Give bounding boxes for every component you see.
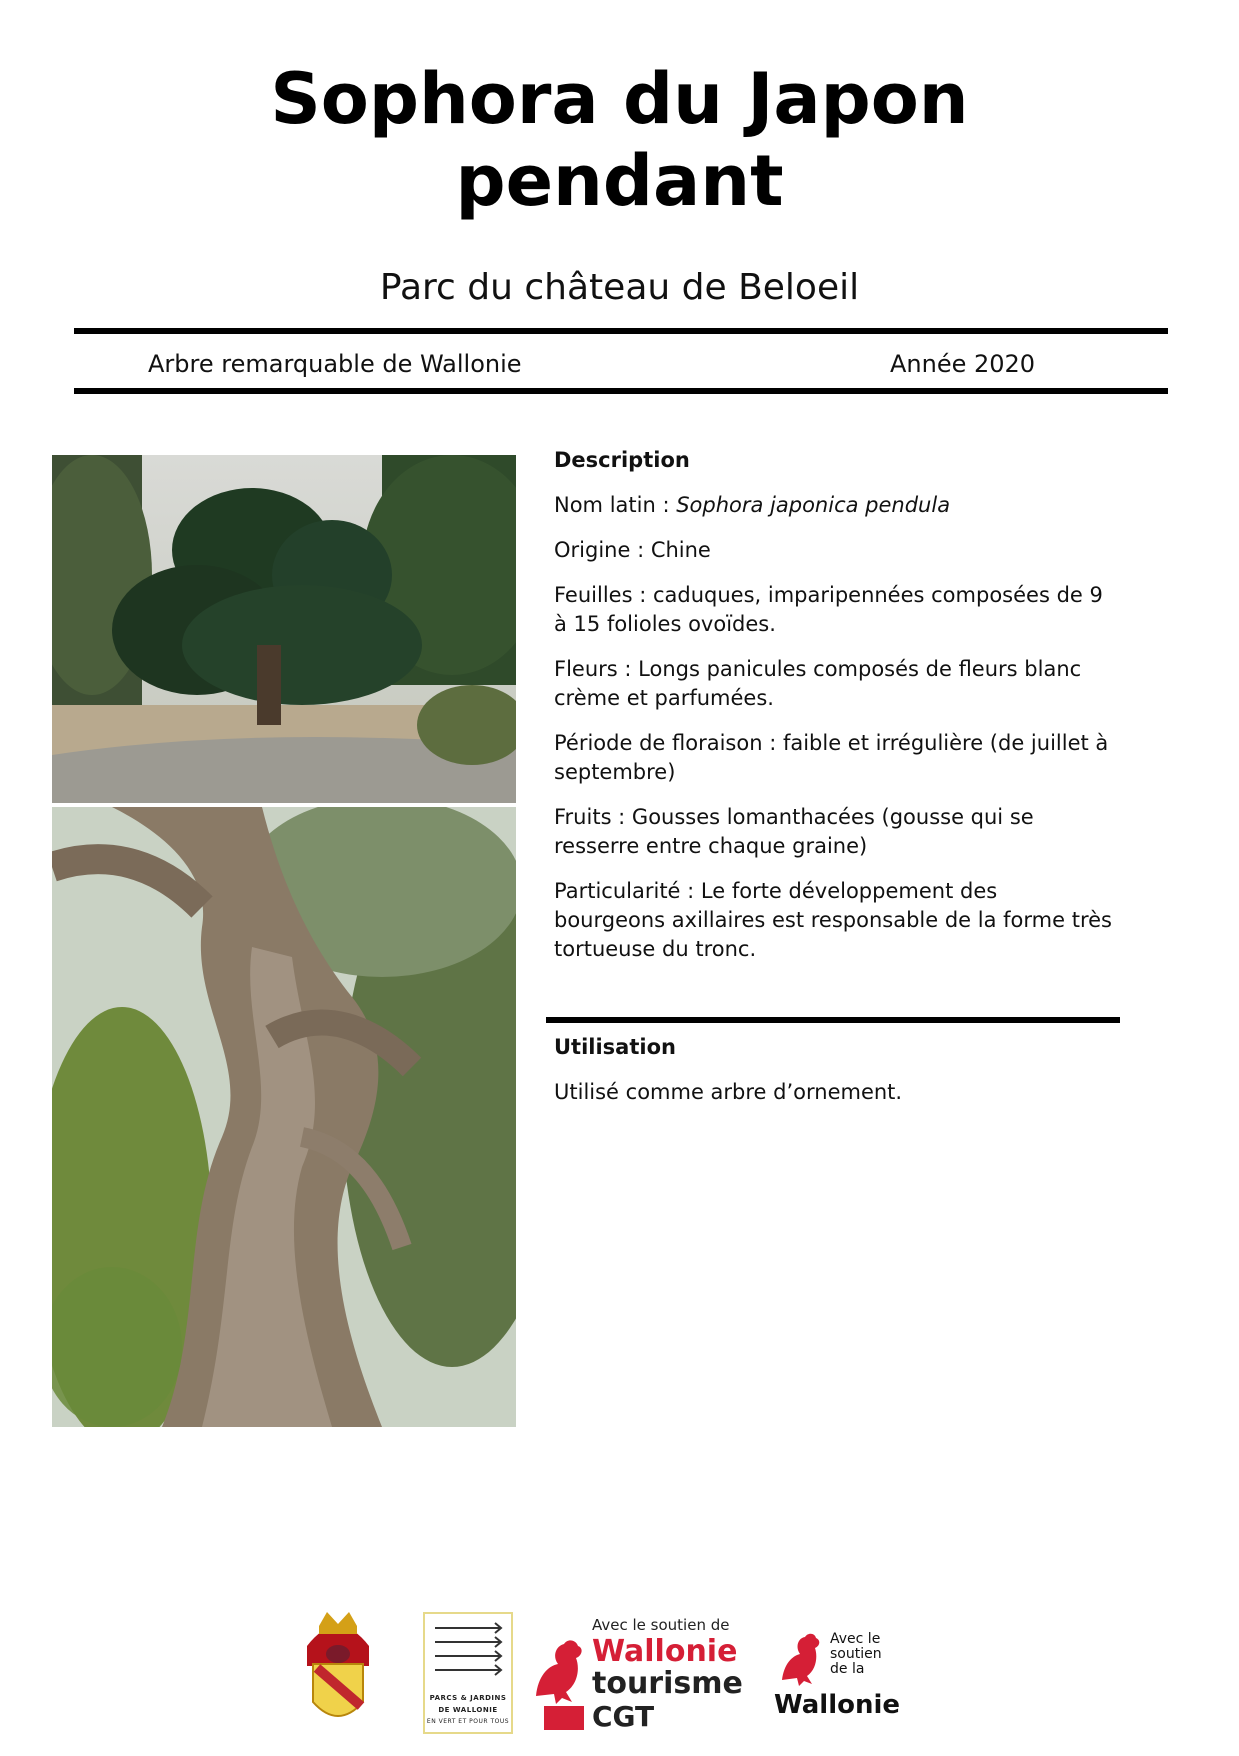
trunk-photo-image (52, 807, 516, 1427)
usage-text: Utilisé comme arbre d’ornement. (554, 1080, 903, 1104)
usage-section (554, 1033, 1114, 1123)
trunk-photo (52, 807, 516, 1427)
description-heading: Description (554, 448, 690, 472)
wallonie-tourisme-cgt-logo (528, 1616, 743, 1736)
wal-line-4: Wallonie (774, 1690, 901, 1720)
parcs-line-3: EN VERT ET POUR TOUS (426, 1718, 510, 1725)
description-section (554, 446, 1114, 980)
wal-line-2: soutien (830, 1646, 882, 1662)
flowering-period: Période de floraison : faible et irrégulière (de juillet à septembre) (554, 731, 1109, 784)
latin-name-value: Sophora japonica pendula (676, 493, 951, 517)
cgt-line-3: tourisme (592, 1666, 743, 1701)
latin-name (554, 491, 1114, 520)
title-line-2: pendant (455, 140, 784, 222)
crest-icon (297, 1606, 379, 1736)
header-rule-bottom (74, 388, 1168, 394)
page-title (0, 58, 1239, 222)
footer-logos (0, 1606, 1239, 1756)
arrows-icon (425, 1618, 511, 1688)
title-line-1: Sophora du Japon (270, 58, 969, 140)
wallonie-support-logo (770, 1630, 910, 1740)
parcs-jardins-logo (423, 1612, 513, 1734)
header-rule-top (74, 328, 1168, 334)
flowers: Fleurs : Longs panicules composés de fleurs blanc crème et parfumées. (554, 657, 1082, 710)
cgt-line-2: Wallonie (592, 1634, 738, 1669)
leaves: Feuilles : caduques, imparipennées composées de 9 à 15 folioles ovoïdes. (554, 583, 1103, 636)
beloeil-crest-logo (297, 1606, 379, 1736)
rooster-icon (776, 1630, 826, 1686)
fruits: Fruits : Gousses lomanthacées (gousse qui se resserre entre chaque graine) (554, 805, 1034, 858)
cgt-line-1: Avec le soutien de (592, 1616, 730, 1634)
latin-name-label: Nom latin : (554, 493, 677, 517)
rooster-icon (528, 1636, 588, 1706)
header-label-left: Arbre remarquable de Wallonie (148, 350, 522, 378)
section-divider (546, 1017, 1120, 1023)
page-subtitle: Parc du château de Beloeil (379, 267, 860, 308)
tree-photo (52, 455, 516, 803)
parcs-line-1: PARCS & JARDINS (429, 1694, 507, 1702)
header-label-right: Année 2020 (890, 350, 1036, 378)
parcs-line-2: DE WALLONIE (438, 1706, 498, 1714)
cgt-wave-mark (544, 1706, 584, 1730)
tree-photo-image (52, 455, 516, 803)
usage-heading: Utilisation (554, 1035, 676, 1059)
wal-line-3: de la (830, 1661, 865, 1677)
origin: Origine : Chine (554, 538, 711, 562)
wal-line-1: Avec le (830, 1631, 881, 1647)
cgt-line-4: CGT (592, 1700, 655, 1733)
particularity: Particularité : Le forte développement des bourgeons axillaires est responsable de la forme très tortueuse du tronc. (554, 879, 1112, 961)
